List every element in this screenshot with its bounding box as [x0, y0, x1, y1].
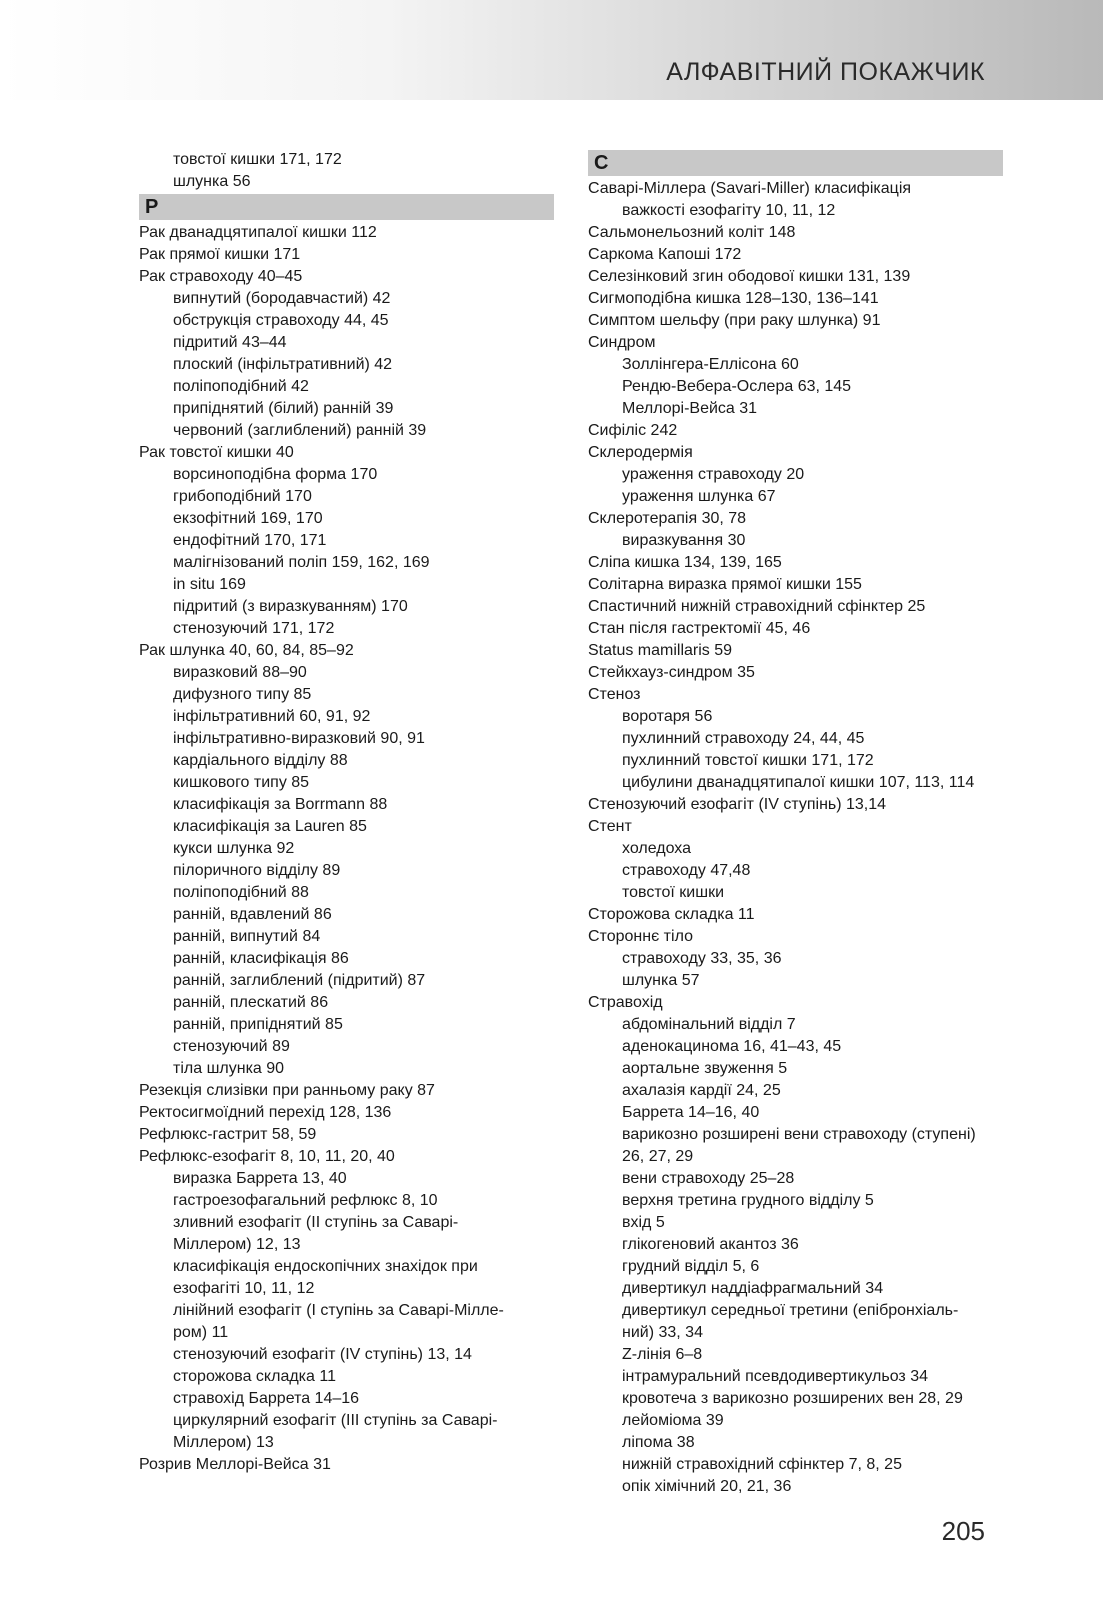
- index-entry: Рефлюкс-гастрит 58, 59: [139, 1126, 317, 1143]
- index-entry: Стан після гастректомії 45, 46: [588, 620, 811, 637]
- index-subentry: тіла шлунка 90: [173, 1060, 285, 1077]
- index-subentry: класифікація за Lauren 85: [173, 818, 367, 835]
- index-entry: Саркома Капоші 172: [588, 246, 742, 263]
- index-subentry: Меллорі-Вейса 31: [622, 400, 758, 417]
- index-subentry: класифікація ендоскопічних знахідок при: [173, 1258, 478, 1275]
- index-subentry: стенозуючий 89: [173, 1038, 290, 1055]
- index-entry: Склеродермія: [588, 444, 693, 461]
- index-entry: Стент: [588, 818, 632, 835]
- index-subentry: Рендю-Вебера-Ослера 63, 145: [622, 378, 852, 395]
- index-subentry: езофагіті 10, 11, 12: [173, 1280, 315, 1297]
- index-subentry: товстої кишки 171, 172: [173, 151, 342, 168]
- index-entry: Сліпа кишка 134, 139, 165: [588, 554, 782, 571]
- index-subentry: кровотеча з варикозно розширених вен 28, 29: [622, 1390, 963, 1407]
- index-subentry: глікогеновий акантоз 36: [622, 1236, 799, 1253]
- index-entry: Розрив Меллорі-Вейса 31: [139, 1456, 331, 1473]
- index-subentry: ний) 33, 34: [622, 1324, 703, 1341]
- index-subentry: кукси шлунка 92: [173, 840, 295, 857]
- index-entry: Рак шлунка 40, 60, 84, 85–92: [139, 642, 354, 659]
- index-entry: Рак стравоходу 40–45: [139, 268, 303, 285]
- index-subentry: інфільтративний 60, 91, 92: [173, 708, 371, 725]
- index-subentry: вени стравоходу 25–28: [622, 1170, 795, 1187]
- index-entry: Рак товстої кишки 40: [139, 444, 294, 461]
- index-entry: Селезінковий згин ободової кишки 131, 139: [588, 268, 911, 285]
- index-subentry: Баррета 14–16, 40: [622, 1104, 760, 1121]
- index-subentry: ворсиноподібна форма 170: [173, 466, 378, 483]
- index-entry: Стороннє тіло: [588, 928, 693, 945]
- index-entry: Рак прямої кишки 171: [139, 246, 301, 263]
- index-subentry: припіднятий (білий) ранній 39: [173, 400, 394, 417]
- index-entry: Сальмонельозний коліт 148: [588, 224, 796, 241]
- index-entry: Солітарна виразка прямої кишки 155: [588, 576, 862, 593]
- index-subentry: ахалазія кардії 24, 25: [622, 1082, 781, 1099]
- index-column-right: [588, 149, 1003, 1498]
- index-subentry: сторожова складка 11: [173, 1368, 336, 1385]
- index-subentry: нижній стравохідний сфінктер 7, 8, 25: [622, 1456, 902, 1473]
- index-subentry: підритий (з виразкуванням) 170: [173, 598, 408, 615]
- index-subentry: шлунка 57: [622, 972, 700, 989]
- index-subentry: аортальне звуження 5: [622, 1060, 788, 1077]
- index-subentry: опік хімічний 20, 21, 36: [622, 1478, 792, 1495]
- index-subentry: стенозуючий езофагіт (IV ступінь) 13, 14: [173, 1346, 472, 1363]
- index-subentry: ранній, припіднятий 85: [173, 1016, 343, 1033]
- index-entry: Стравохід: [588, 994, 663, 1011]
- index-subentry: випнутий (бородавчастий) 42: [173, 290, 391, 307]
- index-subentry: вхід 5: [622, 1214, 665, 1231]
- index-entry: Стенозуючий езофагіт (IV ступінь) 13,14: [588, 796, 887, 813]
- section-letter-header: Р: [139, 194, 554, 220]
- index-subentry: лінійний езофагіт (I ступінь за Саварі-Мілле-: [173, 1302, 504, 1319]
- index-subentry: ураження шлунка 67: [622, 488, 776, 505]
- index-subentry: ранній, класифікація 86: [173, 950, 349, 967]
- index-subentry: поліпоподібний 42: [173, 378, 309, 395]
- index-subentry: Міллером) 13: [173, 1434, 274, 1451]
- index-subentry: інтрамуральний псевдодивертикульоз 34: [622, 1368, 929, 1385]
- index-entry: Рак дванадцятипалої кишки 112: [139, 224, 377, 241]
- index-subentry: in situ 169: [173, 576, 246, 593]
- index-subentry: гастроезофагальний рефлюкс 8, 10: [173, 1192, 438, 1209]
- index-entry: Склеротерапія 30, 78: [588, 510, 747, 527]
- index-entry: Сигмоподібна кишка 128–130, 136–141: [588, 290, 879, 307]
- index-subentry: дифузного типу 85: [173, 686, 312, 703]
- index-subentry: грибоподібний 170: [173, 488, 312, 505]
- index-subentry: пухлинний стравоходу 24, 44, 45: [622, 730, 865, 747]
- index-subentry: класифікація за Borrmann 88: [173, 796, 388, 813]
- index-subentry: ураження стравоходу 20: [622, 466, 805, 483]
- index-column-left: [139, 149, 554, 1476]
- index-subentry: стравохід Баррета 14–16: [173, 1390, 360, 1407]
- index-subentry: ендофітний 170, 171: [173, 532, 327, 549]
- index-entry: Саварі-Міллера (Savari-Miller) класифікація: [588, 180, 912, 197]
- index-entry: Резекція слизівки при ранньому раку 87: [139, 1082, 435, 1099]
- index-subentry: підритий 43–44: [173, 334, 287, 351]
- index-subentry: виразка Баррета 13, 40: [173, 1170, 347, 1187]
- index-subentry: ліпома 38: [622, 1434, 695, 1451]
- index-subentry: ранній, плескатий 86: [173, 994, 329, 1011]
- index-subentry: ром) 11: [173, 1324, 229, 1341]
- index-entry: Status mamillaris 59: [588, 642, 733, 659]
- index-subentry: стравоходу 33, 35, 36: [622, 950, 782, 967]
- index-subentry: товстої кишки: [622, 884, 725, 901]
- index-subentry: 26, 27, 29: [622, 1148, 694, 1165]
- index-subentry: шлунка 56: [173, 173, 251, 190]
- index-subentry: абдомінальний відділ 7: [622, 1016, 796, 1033]
- index-subentry: ранній, заглиблений (підритий) 87: [173, 972, 426, 989]
- index-subentry: плоский (інфільтративний) 42: [173, 356, 393, 373]
- index-entry: Рефлюкс-езофагіт 8, 10, 11, 20, 40: [139, 1148, 395, 1165]
- index-subentry: кардіального відділу 88: [173, 752, 348, 769]
- index-subentry: дивертикул середньої третини (епібронхіаль-: [622, 1302, 959, 1319]
- index-subentry: стенозуючий 171, 172: [173, 620, 335, 637]
- index-subentry: стравоходу 47,48: [622, 862, 751, 879]
- index-subentry: ранній, вдавлений 86: [173, 906, 332, 923]
- index-subentry: холедоха: [622, 840, 692, 857]
- index-subentry: пілоричного відділу 89: [173, 862, 341, 879]
- index-subentry: кишкового типу 85: [173, 774, 310, 791]
- index-entry: Спастичний нижній стравохідний сфінктер 25: [588, 598, 926, 615]
- index-subentry: зливний езофагіт (II ступінь за Саварі-: [173, 1214, 459, 1231]
- index-subentry: Z-лінія 6–8: [622, 1346, 703, 1363]
- index-entry: Сифіліс 242: [588, 422, 678, 439]
- index-subentry: Міллером) 12, 13: [173, 1236, 301, 1253]
- index-subentry: інфільтративно-виразковий 90, 91: [173, 730, 425, 747]
- index-subentry: воротаря 56: [622, 708, 713, 725]
- index-subentry: ранній, випнутий 84: [173, 928, 321, 945]
- index-subentry: малігнізований поліп 159, 162, 169: [173, 554, 430, 571]
- index-subentry: виразковий 88–90: [173, 664, 307, 681]
- index-entry: Симптом шельфу (при раку шлунка) 91: [588, 312, 881, 329]
- index-entry: Ректосигмоїдний перехід 128, 136: [139, 1104, 392, 1121]
- section-letter-header: С: [588, 150, 1003, 176]
- index-subentry: варикозно розширені вени стравоходу (ступені): [622, 1126, 976, 1143]
- index-subentry: Золлінгера-Еллісона 60: [622, 356, 799, 373]
- index-subentry: поліпоподібний 88: [173, 884, 309, 901]
- index-subentry: обструкція стравоходу 44, 45: [173, 312, 389, 329]
- page-number: 205: [941, 1516, 985, 1546]
- running-header-title: АЛФАВІТНИЙ ПОКАЖЧИК: [666, 58, 985, 86]
- index-subentry: верхня третина грудного відділу 5: [622, 1192, 874, 1209]
- index-entry: Стейкхауз-синдром 35: [588, 664, 755, 681]
- index-subentry: лейоміома 39: [622, 1412, 724, 1429]
- index-subentry: екзофітний 169, 170: [173, 510, 323, 527]
- index-subentry: виразкування 30: [622, 532, 746, 549]
- index-subentry: червоний (заглиблений) ранній 39: [173, 422, 427, 439]
- index-subentry: аденокацинома 16, 41–43, 45: [622, 1038, 842, 1055]
- index-subentry: дивертикул наддіафрагмальний 34: [622, 1280, 884, 1297]
- index-subentry: циркулярний езофагіт (III ступінь за Саварі-: [173, 1412, 498, 1429]
- index-subentry: пухлинний товстої кишки 171, 172: [622, 752, 874, 769]
- index-subentry: цибулини дванадцятипалої кишки 107, 113, 114: [622, 774, 975, 791]
- index-subentry: важкості езофагіту 10, 11, 12: [622, 202, 836, 219]
- index-entry: Синдром: [588, 334, 656, 351]
- index-subentry: грудний відділ 5, 6: [622, 1258, 760, 1275]
- index-entry: Сторожова складка 11: [588, 906, 755, 923]
- index-entry: Стеноз: [588, 686, 641, 703]
